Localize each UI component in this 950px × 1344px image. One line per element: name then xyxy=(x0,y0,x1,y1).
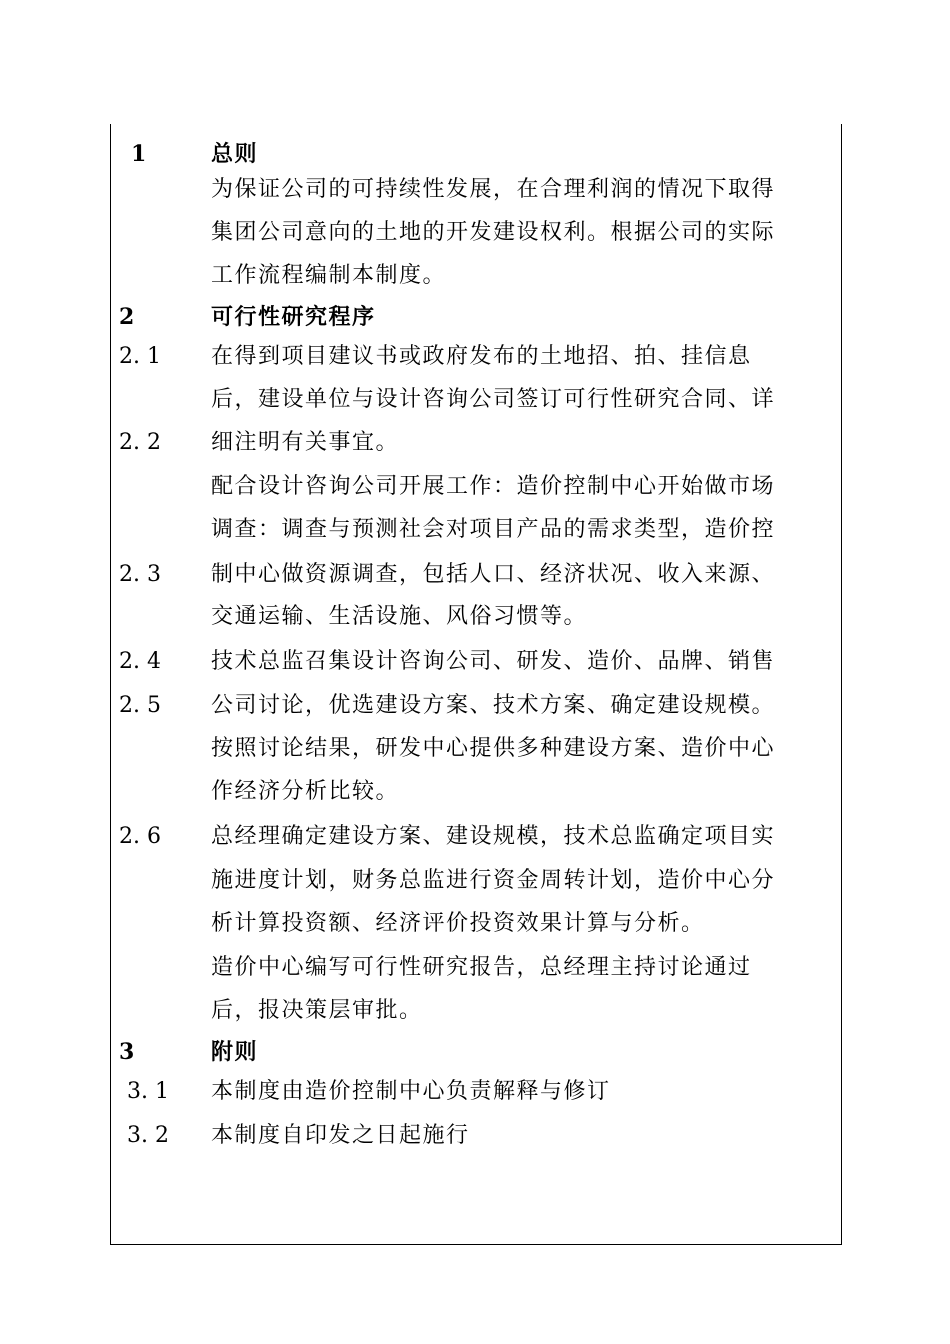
paragraph-line: 施进度计划，财务总监进行资金周转计划，造价中心分 xyxy=(211,868,776,893)
paragraph-line: 在得到项目建议书或政府发布的土地招、拍、挂信息 xyxy=(211,344,752,369)
section-title: 总则 xyxy=(211,141,259,167)
paragraph-line: 制中心做资源调查，包括人口、经济状况、收入来源、 xyxy=(211,562,776,587)
clause-number: 2. 2 xyxy=(119,430,161,455)
paragraph-line: 集团公司意向的土地的开发建设权利。根据公司的实际 xyxy=(211,220,776,245)
paragraph-line: 造价中心编写可行性研究报告，总经理主持讨论通过 xyxy=(211,955,752,980)
clause-number: 2. 6 xyxy=(119,824,161,849)
paragraph-line: 本制度由造价控制中心负责解释与修订 xyxy=(211,1079,611,1104)
clause-number: 2. 5 xyxy=(119,693,161,718)
clause-number: 2. 3 xyxy=(119,562,161,587)
section-title: 可行性研究程序 xyxy=(211,304,376,330)
paragraph-line: 本制度自印发之日起施行 xyxy=(211,1123,470,1148)
clause-number: 3. 1 xyxy=(127,1079,169,1104)
paragraph-line: 总经理确定建设方案、建设规模，技术总监确定项目实 xyxy=(211,824,776,849)
paragraph-line: 作经济分析比较。 xyxy=(211,779,400,804)
paragraph-line: 析计算投资额、经济评价投资效果计算与分析。 xyxy=(211,911,705,936)
paragraph-line: 调查：调查与预测社会对项目产品的需求类型，造价控 xyxy=(211,517,776,542)
section-number: 3 xyxy=(119,1039,135,1065)
paragraph-line: 公司讨论，优选建设方案、技术方案、确定建设规模。 xyxy=(211,693,776,718)
paragraph-line: 细注明有关事宜。 xyxy=(211,430,400,455)
clause-number: 2. 1 xyxy=(119,344,161,369)
paragraph-line: 按照讨论结果，研发中心提供多种建设方案、造价中心 xyxy=(211,736,776,761)
section-number: 1 xyxy=(131,141,147,167)
section-number: 2 xyxy=(119,304,135,330)
paragraph-line: 工作流程编制本制度。 xyxy=(211,263,447,288)
paragraph-line: 交通运输、生活设施、风俗习惯等。 xyxy=(211,604,588,629)
section-title: 附则 xyxy=(211,1039,259,1065)
paragraph-line: 配合设计咨询公司开展工作：造价控制中心开始做市场 xyxy=(211,474,776,499)
paragraph-line: 后，报决策层审批。 xyxy=(211,998,423,1023)
clause-number: 2. 4 xyxy=(119,649,161,674)
clause-number: 3. 2 xyxy=(127,1123,169,1148)
paragraph-line: 技术总监召集设计咨询公司、研发、造价、品牌、销售 xyxy=(211,649,776,674)
paragraph-line: 后，建设单位与设计咨询公司签订可行性研究合同、详 xyxy=(211,387,776,412)
paragraph-line: 为保证公司的可持续性发展，在合理利润的情况下取得 xyxy=(211,177,776,202)
